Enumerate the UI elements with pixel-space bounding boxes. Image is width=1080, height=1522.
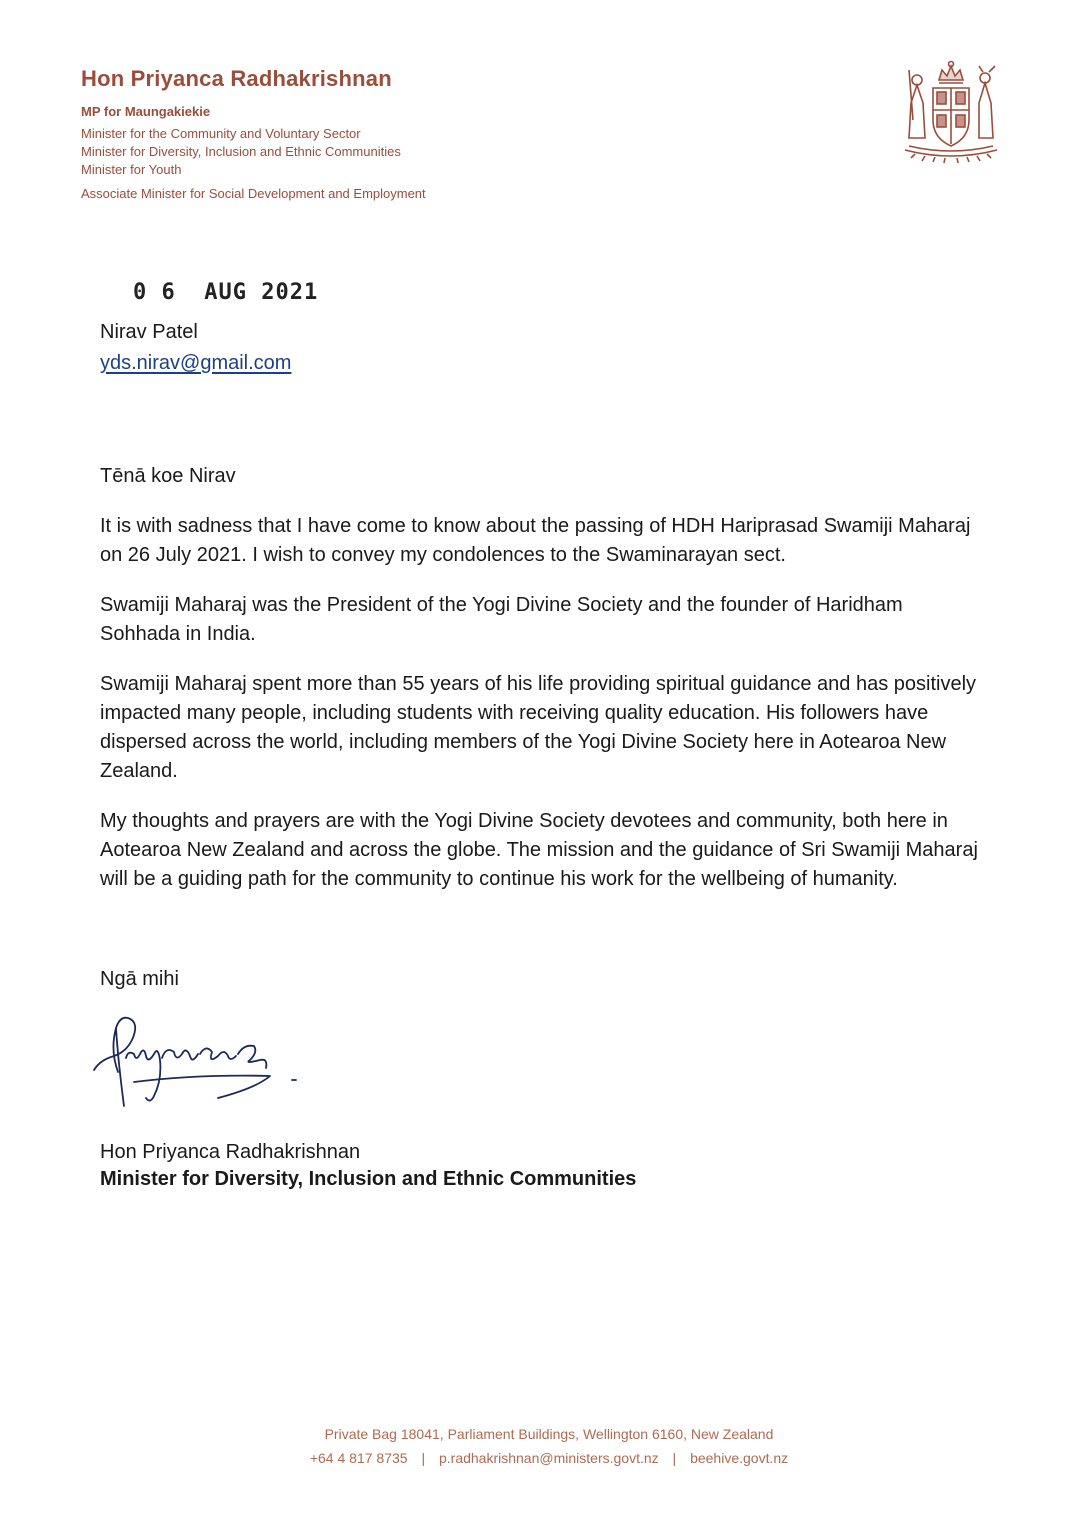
signatory-name: Hon Priyanca Radhakrishnan <box>100 1141 361 1163</box>
recipient-email-link[interactable]: yds.nirav@gmail.com <box>100 352 292 374</box>
footer-phone: +64 4 817 8735 <box>309 1450 408 1466</box>
letter-paragraph: Swamiji Maharaj spent more than 55 years of his life providing spiritual guidance and has positively impacted many people, including students with receiving quality education. His followers have dispersed across the world, including members of the Yogi Divine Society here in Aotearoa New Zealand. <box>100 673 977 782</box>
recipient-name: Nirav Patel <box>100 321 198 343</box>
date-stamp: 0 6 AUG 2021 <box>133 280 319 305</box>
footer-separator: | <box>421 1450 426 1466</box>
footer-email-link[interactable]: p.radhakrishnan@ministers.govt.nz <box>438 1450 659 1466</box>
letter-paragraph: Swamiji Maharaj was the President of the Yogi Divine Society and the founder of Haridham Sohhada in India. <box>100 594 903 645</box>
letterhead-electorate: MP for Maungakiekie <box>81 104 211 119</box>
footer-address: Private Bag 18041, Parliament Buildings, Wellington 6160, New Zealand <box>324 1426 774 1442</box>
letterhead-name: Hon Priyanca Radhakrishnan <box>81 66 392 91</box>
letter-paragraph: My thoughts and prayers are with the Yogi Divine Society devotees and community, both here in Aotearoa New Zealand and across the globe. The mission and the guidance of Sri Swamiji Maharaj will be a guiding path for the community to continue his work for the wellbeing of humanity. <box>100 810 978 890</box>
recipient-block <box>100 317 291 379</box>
coat-of-arms-icon <box>895 58 1007 168</box>
letter-closing: Ngā mihi <box>100 968 179 990</box>
footer-separator: | <box>672 1450 677 1466</box>
footer-contact <box>18 1450 1080 1466</box>
letterhead-portfolio: Minister for Diversity, Inclusion and Ethnic Communities <box>81 144 401 159</box>
letter-body <box>100 462 980 915</box>
letterhead-portfolio: Minister for the Community and Voluntary Sector <box>81 126 361 141</box>
handwritten-signature <box>88 1010 318 1115</box>
signatory-title: Minister for Diversity, Inclusion and Ethnic Communities <box>100 1168 637 1190</box>
footer-website-link[interactable]: beehive.govt.nz <box>690 1450 789 1466</box>
letterhead-associate: Associate Minister for Social Development and Employment <box>81 186 426 201</box>
footer <box>0 1426 1080 1466</box>
letterhead <box>81 66 426 203</box>
letter-paragraph: It is with sadness that I have come to know about the passing of HDH Hariprasad Swamiji Maharaj on 26 July 2021. I wish to convey my condolences to the Swaminarayan sect. <box>100 515 971 566</box>
letter-greeting: Tēnā koe Nirav <box>100 465 236 487</box>
letterhead-portfolio: Minister for Youth <box>81 162 182 177</box>
